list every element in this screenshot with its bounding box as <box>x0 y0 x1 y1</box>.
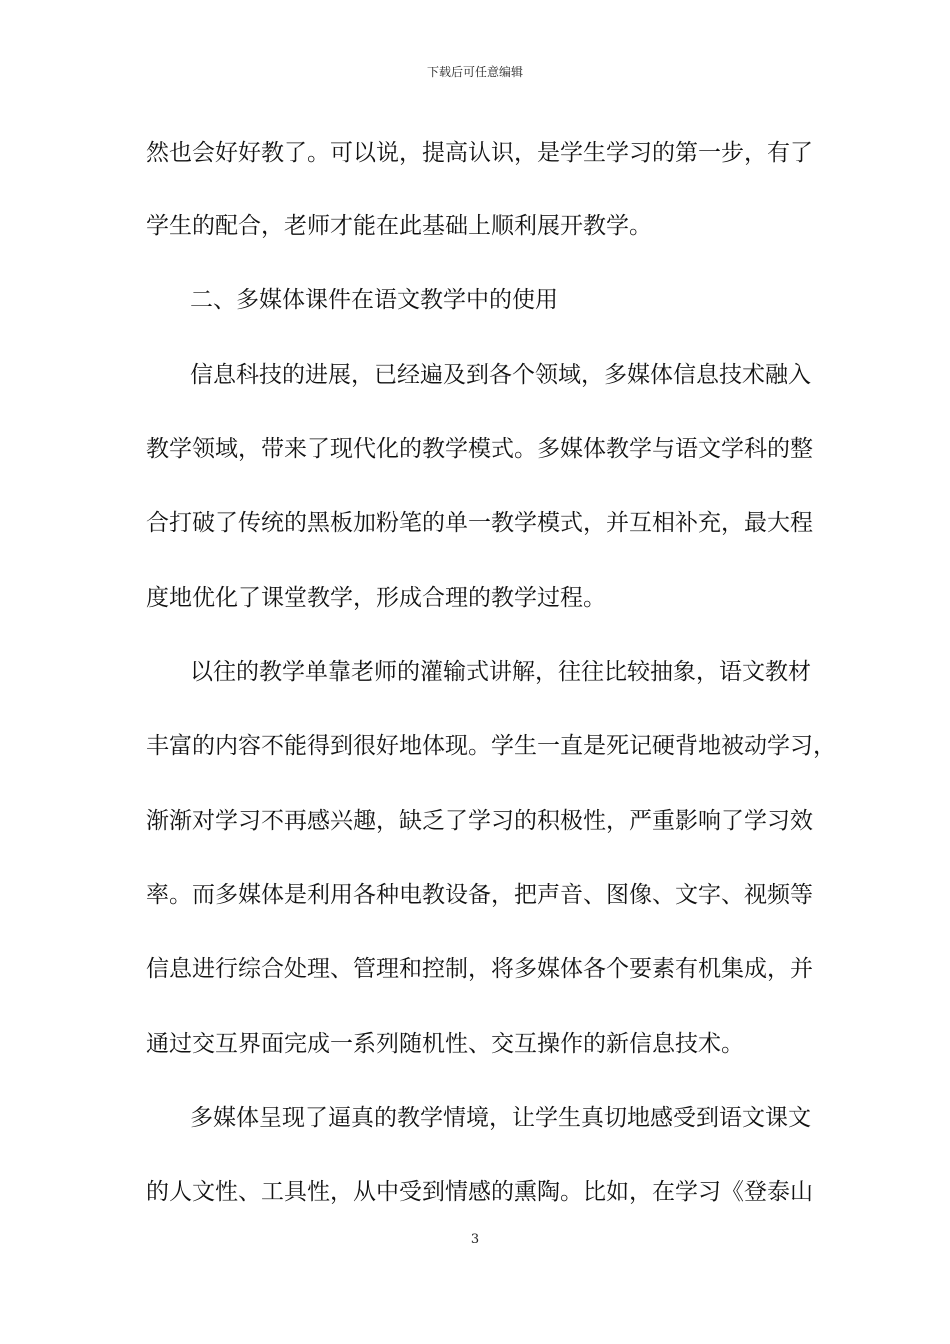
body-line: 度地优化了课堂教学，形成合理的教学过程。 <box>146 585 606 611</box>
body-line: 的人文性、工具性，从中受到情感的熏陶。比如，在学习《登泰山 <box>146 1179 813 1205</box>
body-line: 渐渐对学习不再感兴趣，缺乏了学习的积极性，严重影响了学习效 <box>146 808 813 834</box>
body-line: 然也会好好教了。可以说，提高认识，是学生学习的第一步，有了 <box>146 140 813 166</box>
body-line: 多媒体呈现了逼真的教学情境，让学生真切地感受到语文课文 <box>190 1105 811 1131</box>
body-line: 率。而多媒体是利用各种电教设备，把声音、图像、文字、视频等 <box>146 882 813 908</box>
body-line: 教学领域，带来了现代化的教学模式。多媒体教学与语文学科的整 <box>146 436 813 462</box>
section-heading: 二、多媒体课件在语文教学中的使用 <box>190 287 558 313</box>
body-line: 信息科技的进展，已经遍及到各个领域，多媒体信息技术融入 <box>190 362 811 388</box>
body-line: 合打破了传统的黑板加粉笔的单一教学模式，并互相补充，最大程 <box>146 510 813 536</box>
body-line: 丰富的内容不能得到很好地体现。学生一直是死记硬背地被动学习， <box>146 733 836 759</box>
page-header: 下载后可任意编辑 <box>426 65 523 79</box>
body-line: 以往的教学单靠老师的灌输式讲解，往往比较抽象，语文教材 <box>190 659 811 685</box>
body-line: 通过交互界面完成一系列随机性、交互操作的新信息技术。 <box>146 1031 744 1057</box>
body-line: 信息进行综合处理、管理和控制，将多媒体各个要素有机集成，并 <box>146 956 813 982</box>
body-line: 学生的配合，老师才能在此基础上顺利展开教学。 <box>146 213 652 239</box>
page-number: 3 <box>470 1232 480 1247</box>
